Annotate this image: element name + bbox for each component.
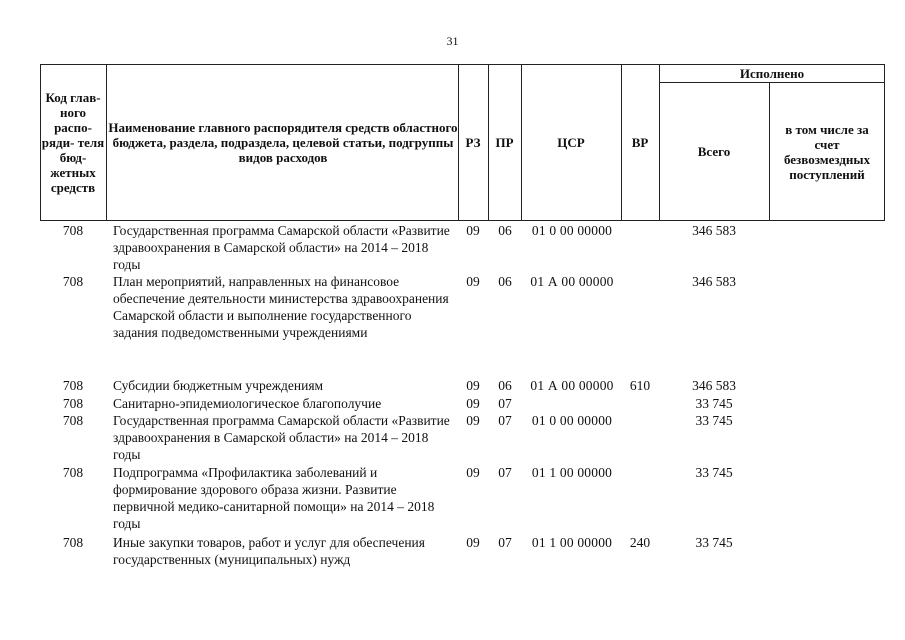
- cell-total: 346 583: [692, 378, 736, 393]
- cell-pr: 06: [498, 378, 512, 393]
- cell-csr: 01 А 00 00000: [530, 378, 614, 393]
- cell-pr: 07: [498, 413, 512, 428]
- cell-rz: 09: [466, 274, 480, 289]
- cell-rz: 09: [466, 396, 480, 411]
- header-name: Наименование главного распорядителя средств областного бюджета, раздела, подраздела, целевой статьи, подгруппы видов расходов: [108, 120, 458, 165]
- cell-csr: 01 1 00 00000: [531, 465, 613, 480]
- cell-pr: 06: [498, 274, 512, 289]
- cell-name: Санитарно-эпидемиологическое благополучие: [113, 396, 382, 411]
- cell-total: 346 583: [692, 223, 736, 238]
- cell-name: Субсидии бюджетным учреждениям: [113, 378, 324, 393]
- cell-code: 708: [62, 465, 84, 480]
- header-code: Код глав- ного распо- ряди- теля бюд- жетных средств: [41, 90, 105, 195]
- cell-csr: 01 0 00 00000: [531, 223, 613, 238]
- cell-name: Подпрограмма «Профилактика заболеваний и формирование здорового образа жизни. Развитие первичной медико-санитарной помощи» на 2014 – 2018 годы: [113, 465, 435, 531]
- cell-code: 708: [62, 274, 84, 289]
- cell-total: 33 745: [695, 535, 733, 550]
- header-total: Всего: [697, 144, 731, 159]
- cell-name: Иные закупки товаров, работ и услуг для обеспечения государственных (муниципальных) нужд: [113, 535, 425, 567]
- cell-code: 708: [62, 223, 84, 238]
- header-executed: Исполнено: [739, 65, 805, 81]
- cell-vr: 240: [629, 535, 651, 550]
- cell-code: 708: [62, 396, 84, 411]
- page-number: 31: [446, 34, 459, 48]
- cell-name: Государственная программа Самарской области «Развитие здравоохранения в Самарской области» на 2014 – 2018 годы: [113, 413, 450, 462]
- header-free: в том числе за счет безвозмездных поступлений: [783, 121, 871, 182]
- cell-name: План мероприятий, направленных на финансовое обеспечение деятельности министерства здравоохранения Самарской области и выполнение государственного задания подведомственными учреждениями: [113, 274, 449, 340]
- cell-total: 33 745: [695, 413, 733, 428]
- cell-rz: 09: [466, 535, 480, 550]
- cell-total: 33 745: [695, 465, 733, 480]
- cell-code: 708: [62, 413, 84, 428]
- header-rz: РЗ: [465, 135, 481, 150]
- cell-vr: 610: [629, 378, 651, 393]
- cell-code: 708: [62, 378, 84, 393]
- cell-rz: 09: [466, 378, 480, 393]
- cell-code: 708: [62, 535, 84, 550]
- cell-total: 33 745: [695, 396, 733, 411]
- cell-rz: 09: [466, 413, 480, 428]
- cell-csr: 01 1 00 00000: [531, 535, 613, 550]
- cell-pr: 07: [498, 535, 512, 550]
- cell-rz: 09: [466, 223, 480, 238]
- divider: [769, 82, 770, 221]
- cell-csr: 01 0 00 00000: [531, 413, 613, 428]
- cell-name: Государственная программа Самарской области «Развитие здравоохранения в Самарской области» на 2014 – 2018 годы: [113, 223, 450, 272]
- header-vr: ВР: [631, 135, 649, 150]
- header-pr: ПР: [495, 135, 514, 150]
- cell-pr: 07: [498, 465, 512, 480]
- cell-total: 346 583: [692, 274, 736, 289]
- cell-rz: 09: [466, 465, 480, 480]
- divider: [106, 64, 107, 221]
- cell-pr: 06: [498, 223, 512, 238]
- cell-csr: 01 А 00 00000: [530, 274, 614, 289]
- header-csr: ЦСР: [557, 135, 585, 150]
- cell-pr: 07: [498, 396, 512, 411]
